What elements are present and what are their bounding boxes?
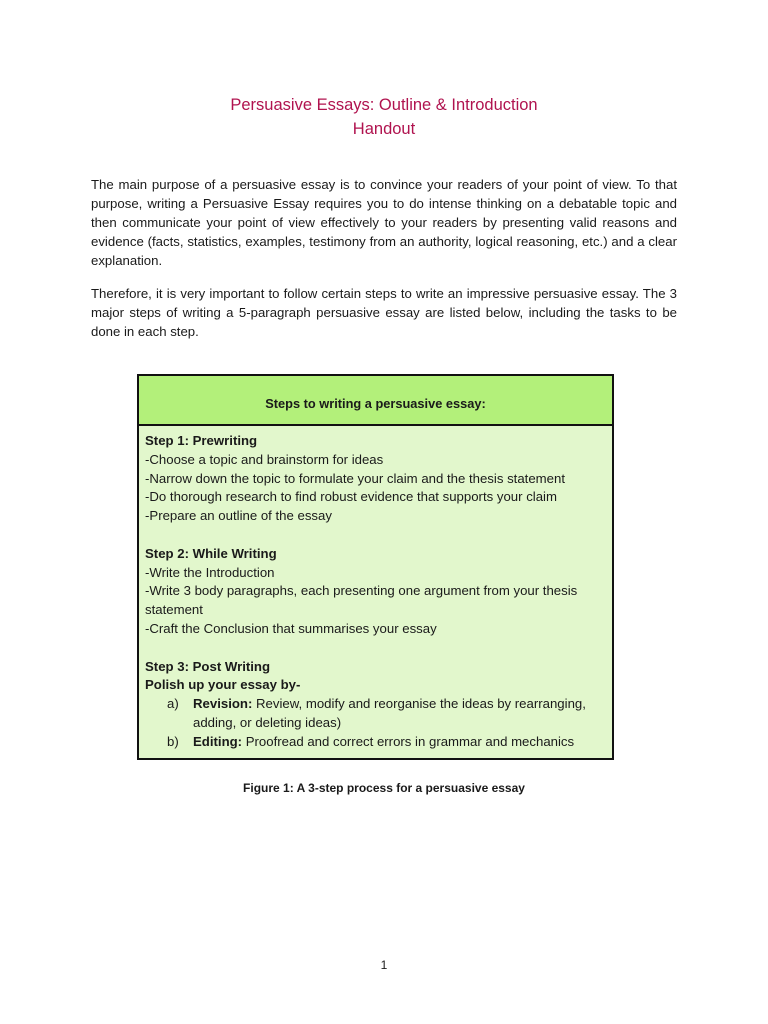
title-line-1: Persuasive Essays: Outline & Introduction (230, 96, 538, 114)
step-1-item: -Choose a topic and brainstorm for ideas (145, 451, 384, 467)
title-line-2: Handout (352, 120, 416, 138)
step-1-item: -Do thorough research to find robust evidence that supports your claim (145, 489, 557, 505)
intro-paragraph: The main purpose of a persuasive essay is to convince your readers of your point of view. To that purpose, writing a Persuasive Essay requires you to do intense thinking on a debatable topic and then communicate your point of view effectively to your readers by presenting valid reasons and evidence (facts, statistics, examples, testimony from an authority, logical reasoning, etc.) and a clear explanation. (91, 177, 677, 268)
step-3-item-editing (145, 733, 606, 752)
revision-label: Revision: (193, 696, 253, 712)
step-3-item-revision (145, 695, 606, 733)
steps-box (137, 374, 614, 760)
step-3-title: Step 3: Post Writing (145, 658, 271, 674)
steps-box-header: Steps to writing a persuasive essay: (139, 376, 612, 426)
step-3-subtitle: Polish up your essay by- (145, 677, 301, 693)
steps-paragraph: Therefore, it is very important to follow certain steps to write an impressive persuasive essay. The 3 major steps of writing a 5-paragraph persuasive essay are listed below, including the tasks to be done in each step. (91, 286, 677, 339)
figure-caption: Figure 1: A 3-step process for a persuasive essay (243, 781, 525, 795)
document-title (0, 93, 768, 141)
page-number: 1 (380, 958, 388, 972)
editing-text: Proofread and correct errors in grammar and mechanics (242, 733, 575, 749)
step-1-title: Step 1: Prewriting (145, 433, 258, 448)
step-1-item: -Prepare an outline of the essay (145, 508, 332, 524)
editing-label: Editing: (193, 733, 243, 749)
revision-text: Review, modify and reorganise the ideas by rearranging, adding, or deleting ideas) (193, 696, 586, 730)
list-marker: b) (167, 733, 179, 749)
step-2-item: -Craft the Conclusion that summarises your essay (145, 620, 437, 636)
steps-box-body (139, 426, 612, 752)
step-2-item: -Write 3 body paragraphs, each presenting one argument from your thesis statement (145, 583, 578, 618)
step-2-title: Step 2: While Writing (145, 545, 277, 561)
step-2-item: -Write the Introduction (145, 564, 275, 580)
step-1-item: -Narrow down the topic to formulate your claim and the thesis statement (145, 470, 565, 486)
list-marker: a) (167, 696, 179, 712)
